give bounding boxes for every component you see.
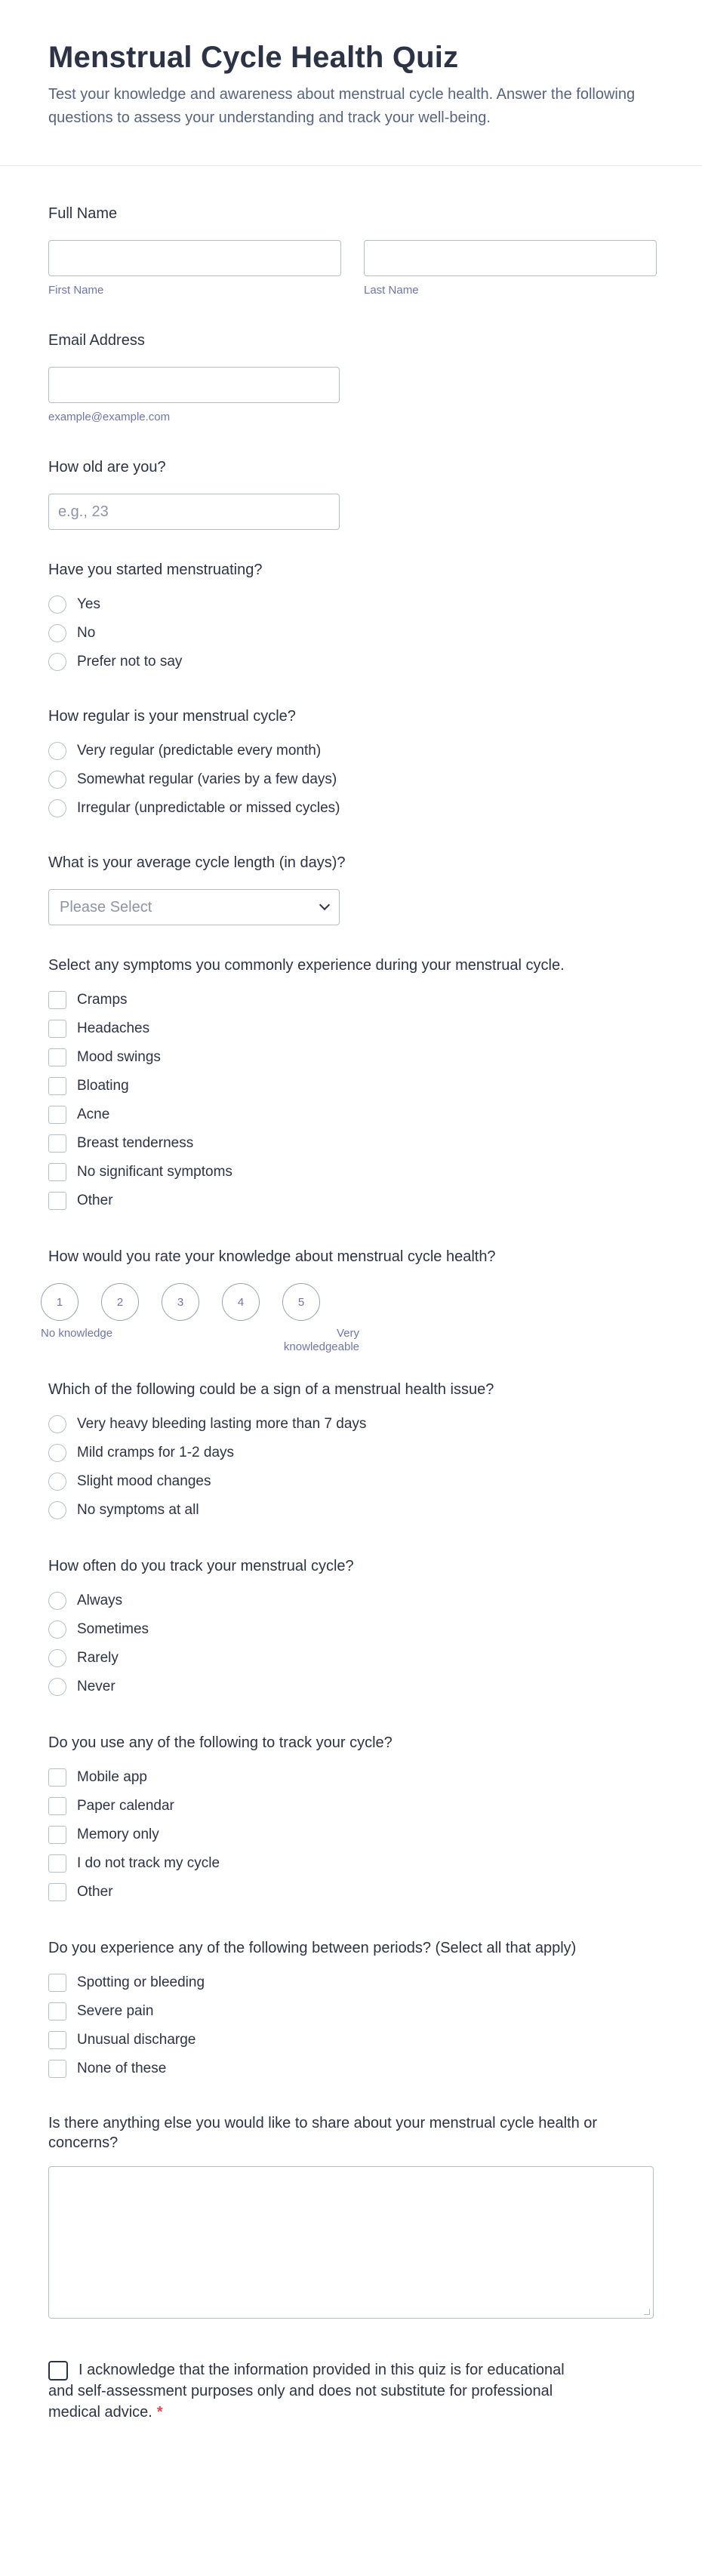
radio-option[interactable] — [48, 1644, 354, 1673]
radio-button[interactable] — [48, 596, 66, 614]
option-label: Irregular (unpredictable or missed cycles) — [77, 800, 340, 816]
radio-option[interactable] — [48, 765, 340, 794]
knowledge-scale — [41, 1283, 496, 1321]
checkbox-option[interactable] — [48, 1968, 576, 1997]
checkbox[interactable] — [48, 2031, 66, 2049]
acknowledgement-checkbox[interactable] — [48, 2361, 68, 2381]
email-sublabel: example@example.com — [48, 411, 171, 423]
checkbox-option[interactable] — [48, 1186, 565, 1215]
radio-button[interactable] — [48, 1649, 66, 1667]
checkbox[interactable] — [48, 1797, 66, 1815]
checkbox[interactable] — [48, 1106, 66, 1124]
health-issue-options — [48, 1410, 494, 1525]
checkbox[interactable] — [48, 1854, 66, 1873]
form-header — [0, 0, 702, 166]
checkbox[interactable] — [48, 1163, 66, 1181]
resize-handle-icon[interactable] — [644, 2309, 650, 2315]
checkbox-option[interactable] — [48, 2026, 576, 2054]
regularity-options — [48, 737, 340, 823]
first-name-input[interactable] — [48, 240, 341, 276]
acknowledgement-text — [48, 2359, 592, 2423]
radio-button[interactable] — [48, 653, 66, 671]
option-label: Headaches — [77, 1020, 150, 1036]
option-label: Paper calendar — [77, 1798, 174, 1814]
option-label: Somewhat regular (varies by a few days) — [77, 771, 337, 787]
option-label: Mild cramps for 1-2 days — [77, 1445, 235, 1460]
scale-low-label: No knowledge — [41, 1327, 113, 1340]
knowledge-field — [41, 1247, 496, 1353]
checkbox[interactable] — [48, 1768, 66, 1787]
radio-option[interactable] — [48, 794, 340, 823]
radio-button[interactable] — [48, 1415, 66, 1433]
comments-field — [48, 2113, 654, 2319]
option-label: Mood swings — [77, 1049, 161, 1065]
checkbox-option[interactable] — [48, 1043, 565, 1072]
radio-button[interactable] — [48, 799, 66, 817]
scale-high-label: Very knowledgeable — [283, 1327, 359, 1353]
tracking-frequency-label: How often do you track your menstrual cycle? — [48, 1558, 354, 1574]
checkbox-option[interactable] — [48, 1100, 565, 1129]
option-label: Prefer not to say — [77, 654, 183, 669]
scale-option-2[interactable]: 2 — [101, 1283, 139, 1321]
radio-option[interactable] — [48, 590, 263, 619]
radio-button[interactable] — [48, 1620, 66, 1639]
option-label: Slight mood changes — [77, 1473, 211, 1489]
checkbox-option[interactable] — [48, 1158, 565, 1186]
full-name-label: Full Name — [48, 205, 118, 222]
option-label: No symptoms at all — [77, 1502, 199, 1518]
tracking-method-field — [48, 1733, 393, 1907]
acknowledgement-field — [48, 2359, 654, 2423]
checkbox-option[interactable] — [48, 1849, 393, 1878]
symptoms-field — [48, 956, 565, 1215]
symptoms-options — [48, 986, 565, 1215]
option-label: Memory only — [77, 1827, 159, 1842]
radio-button[interactable] — [48, 1678, 66, 1696]
option-label: Breast tenderness — [77, 1135, 194, 1151]
radio-option[interactable] — [48, 1467, 494, 1496]
radio-button[interactable] — [48, 1444, 66, 1462]
chevron-down-icon — [319, 900, 330, 910]
acknowledgement-label: I acknowledge that the information provided in this quiz is for educational and self-assessment purposes only and does not substitute for professional medical advice. — [48, 2362, 565, 2421]
checkbox[interactable] — [48, 1077, 66, 1095]
option-label: Rarely — [77, 1650, 119, 1666]
radio-option[interactable] — [48, 648, 263, 676]
between-periods-label: Do you experience any of the following between periods? (Select all that apply) — [48, 1940, 577, 1956]
option-label: No significant symptoms — [77, 1164, 232, 1180]
full-name-field — [48, 204, 657, 297]
option-label: Spotting or bleeding — [77, 1974, 205, 1990]
radio-button[interactable] — [48, 624, 66, 642]
tracking-frequency-field — [48, 1556, 354, 1701]
tracking-frequency-options — [48, 1587, 354, 1701]
checkbox[interactable] — [48, 1048, 66, 1066]
checkbox[interactable] — [48, 2002, 66, 2020]
checkbox-option[interactable] — [48, 1997, 576, 2026]
option-label: Other — [77, 1884, 113, 1900]
checkbox-option[interactable] — [48, 1792, 393, 1820]
checkbox[interactable] — [48, 1020, 66, 1038]
scale-labels — [41, 1321, 359, 1353]
required-mark: * — [156, 2404, 163, 2421]
radio-button[interactable] — [48, 1473, 66, 1491]
option-label: Yes — [77, 596, 100, 612]
scale-option-1[interactable]: 1 — [41, 1283, 79, 1321]
knowledge-label: How would you rate your knowledge about menstrual cycle health? — [48, 1248, 496, 1265]
tracking-method-options — [48, 1763, 393, 1907]
checkbox-option[interactable] — [48, 1014, 565, 1043]
between-periods-options — [48, 1968, 576, 2083]
health-issue-label: Which of the following could be a sign of a menstrual health issue? — [48, 1381, 494, 1398]
option-label: Cramps — [77, 992, 128, 1008]
radio-option[interactable] — [48, 737, 340, 765]
checkbox[interactable] — [48, 1974, 66, 1992]
radio-option[interactable] — [48, 1496, 494, 1525]
option-label: Sometimes — [77, 1621, 149, 1637]
option-label: Unusual discharge — [77, 2032, 196, 2048]
regularity-label: How regular is your menstrual cycle? — [48, 708, 296, 725]
checkbox-option[interactable] — [48, 1072, 565, 1100]
started-label: Have you started menstruating? — [48, 562, 263, 578]
radio-option[interactable] — [48, 1439, 494, 1467]
tracking-method-label: Do you use any of the following to track your cycle? — [48, 1734, 393, 1751]
email-input[interactable] — [48, 367, 340, 403]
option-label: None of these — [77, 2060, 167, 2076]
cycle-length-select[interactable] — [48, 889, 340, 925]
radio-button[interactable] — [48, 1501, 66, 1519]
started-field — [48, 560, 263, 676]
option-label: No — [77, 625, 96, 641]
option-label: I do not track my cycle — [77, 1855, 220, 1871]
between-periods-field — [48, 1938, 576, 2083]
email-label: Email Address — [48, 332, 145, 349]
form-title: Menstrual Cycle Health Quiz — [48, 41, 459, 74]
email-field — [48, 331, 341, 423]
comments-textarea[interactable] — [48, 2166, 654, 2319]
age-input[interactable] — [48, 494, 340, 530]
radio-option[interactable] — [48, 1615, 354, 1644]
form-subtitle: Test your knowledge and awareness about menstrual cycle health. Answer the following questions to assess your understanding and track your well-being. — [48, 86, 636, 126]
radio-button[interactable] — [48, 1592, 66, 1610]
option-label: Severe pain — [77, 2003, 154, 2019]
regularity-field — [48, 706, 340, 823]
age-field — [48, 457, 340, 530]
radio-option[interactable] — [48, 1587, 354, 1615]
checkbox[interactable] — [48, 1883, 66, 1901]
option-label: Other — [77, 1193, 113, 1208]
last-name-input[interactable] — [364, 240, 657, 276]
checkbox[interactable] — [48, 1134, 66, 1153]
option-label: Very heavy bleeding lasting more than 7 days — [77, 1416, 367, 1432]
option-label: Very regular (predictable every month) — [77, 743, 322, 759]
symptoms-label: Select any symptoms you commonly experience during your menstrual cycle. — [48, 957, 565, 974]
select-placeholder: Please Select — [60, 898, 152, 916]
option-label: Bloating — [77, 1078, 129, 1094]
option-label: Mobile app — [77, 1769, 147, 1785]
cycle-length-label: What is your average cycle length (in days)? — [48, 854, 346, 871]
checkbox[interactable] — [48, 1192, 66, 1210]
scale-option-5[interactable]: 5 — [282, 1283, 320, 1321]
scale-option-4[interactable]: 4 — [222, 1283, 260, 1321]
option-label: Acne — [77, 1106, 110, 1122]
checkbox-option[interactable] — [48, 1763, 393, 1792]
scale-option-3[interactable]: 3 — [162, 1283, 199, 1321]
comments-label: Is there anything else you would like to share about your menstrual cycle health or concerns? — [48, 2115, 598, 2151]
age-label: How old are you? — [48, 459, 166, 475]
checkbox-option[interactable] — [48, 1820, 393, 1849]
radio-button[interactable] — [48, 771, 66, 789]
radio-option[interactable] — [48, 1410, 494, 1439]
option-label: Always — [77, 1593, 123, 1608]
checkbox-option[interactable] — [48, 1129, 565, 1158]
first-name-sublabel: First Name — [48, 284, 104, 297]
checkbox-option[interactable] — [48, 1878, 393, 1907]
checkbox[interactable] — [48, 2060, 66, 2078]
option-label: Never — [77, 1679, 115, 1694]
checkbox[interactable] — [48, 991, 66, 1009]
started-options — [48, 590, 263, 676]
health-issue-field — [48, 1380, 494, 1525]
radio-option[interactable] — [48, 1673, 354, 1701]
radio-option[interactable] — [48, 619, 263, 648]
last-name-sublabel: Last Name — [364, 284, 419, 297]
checkbox-option[interactable] — [48, 2054, 576, 2083]
checkbox-option[interactable] — [48, 986, 565, 1014]
radio-button[interactable] — [48, 742, 66, 760]
cycle-length-field — [48, 853, 346, 925]
checkbox[interactable] — [48, 1826, 66, 1844]
